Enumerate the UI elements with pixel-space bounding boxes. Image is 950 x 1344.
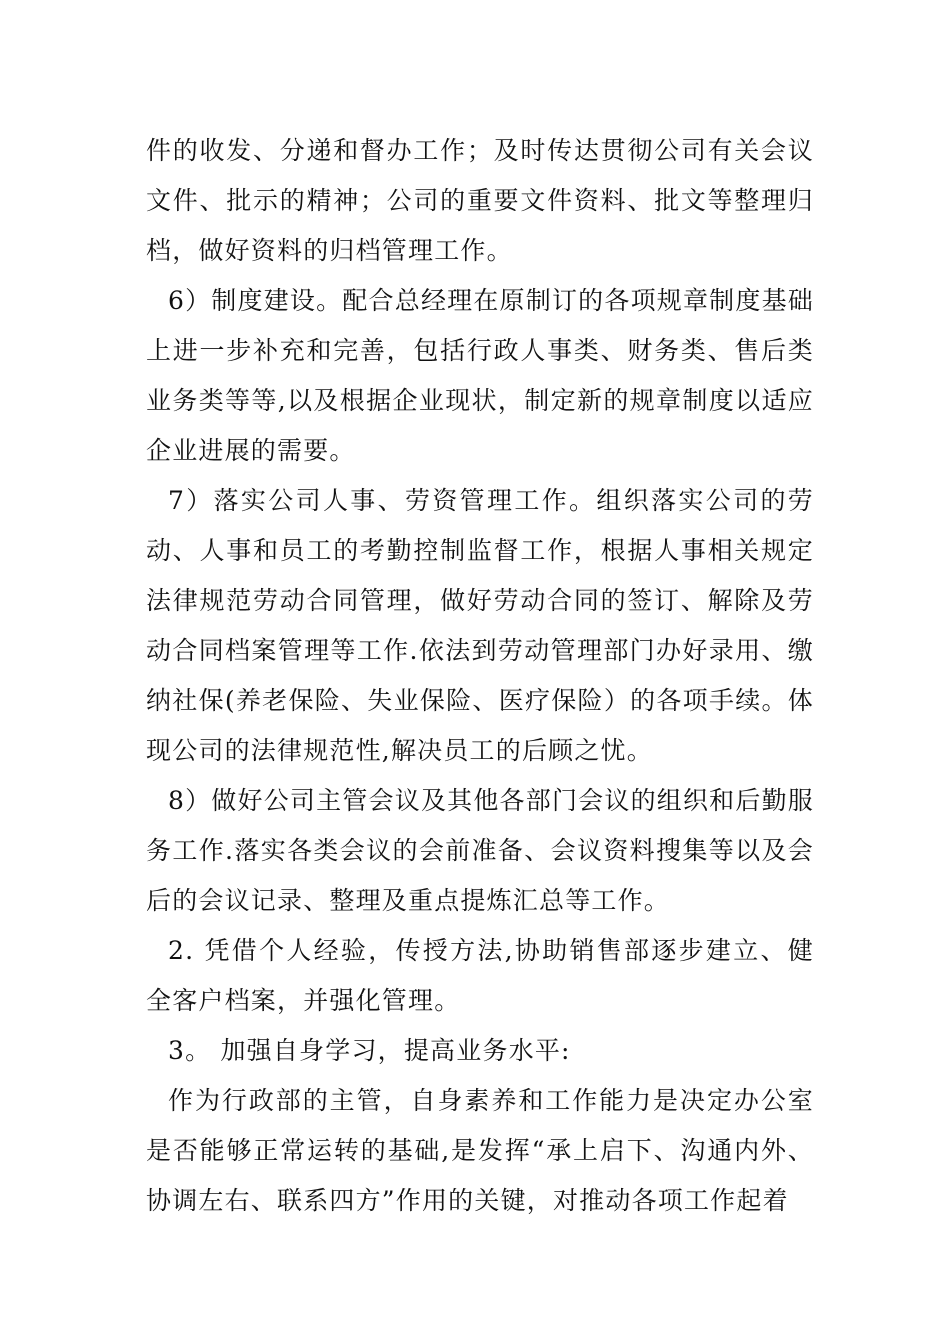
paragraph-item-8: 8）做好公司主管会议及其他各部门会议的组织和后勤服务工作.落实各类会议的会前准备、会议资料搜集等以及会后的会议记录、整理及重点提炼汇总等工作。 [146,786,814,915]
document-body [146,126,814,1226]
paragraph-continuation: 件的收发、分递和督办工作；及时传达贯彻公司有关会议文件、批示的精神；公司的重要文件资料、批文等整理归档，做好资料的归档管理工作。 [146,136,814,265]
paragraph-item-7: 7）落实公司人事、劳资管理工作。组织落实公司的劳动、人事和员工的考勤控制监督工作，根据人事相关规定法律规范劳动合同管理，做好劳动合同的签订、解除及劳动合同档案管理等工作.依法到劳动管理部门办好录用、缴纳社保(养老保险、失业保险、医疗保险）的各项手续。体现公司的法律规范性,解决员工的后顾之忧。 [146,486,814,765]
paragraph-item-6: 6）制度建设。配合总经理在原制订的各项规章制度基础上进一步补充和完善，包括行政人事类、财务类、售后类业务类等等,以及根据企业现状，制定新的规章制度以适应企业进展的需要。 [146,286,814,465]
paragraph-section-3-body: 作为行政部的主管，自身素养和工作能力是决定办公室是否能够正常运转的基础,是发挥“承上启下、沟通内外、协调左右、联系四方”作用的关键，对推动各项工作起着 [146,1086,814,1215]
paragraph-section-3-heading: 3。 加强自身学习，提高业务水平: [168,1036,571,1065]
paragraph-section-2: 2. 凭借个人经验，传授方法,协助销售部逐步建立、健全客户档案，并强化管理。 [146,936,814,1015]
